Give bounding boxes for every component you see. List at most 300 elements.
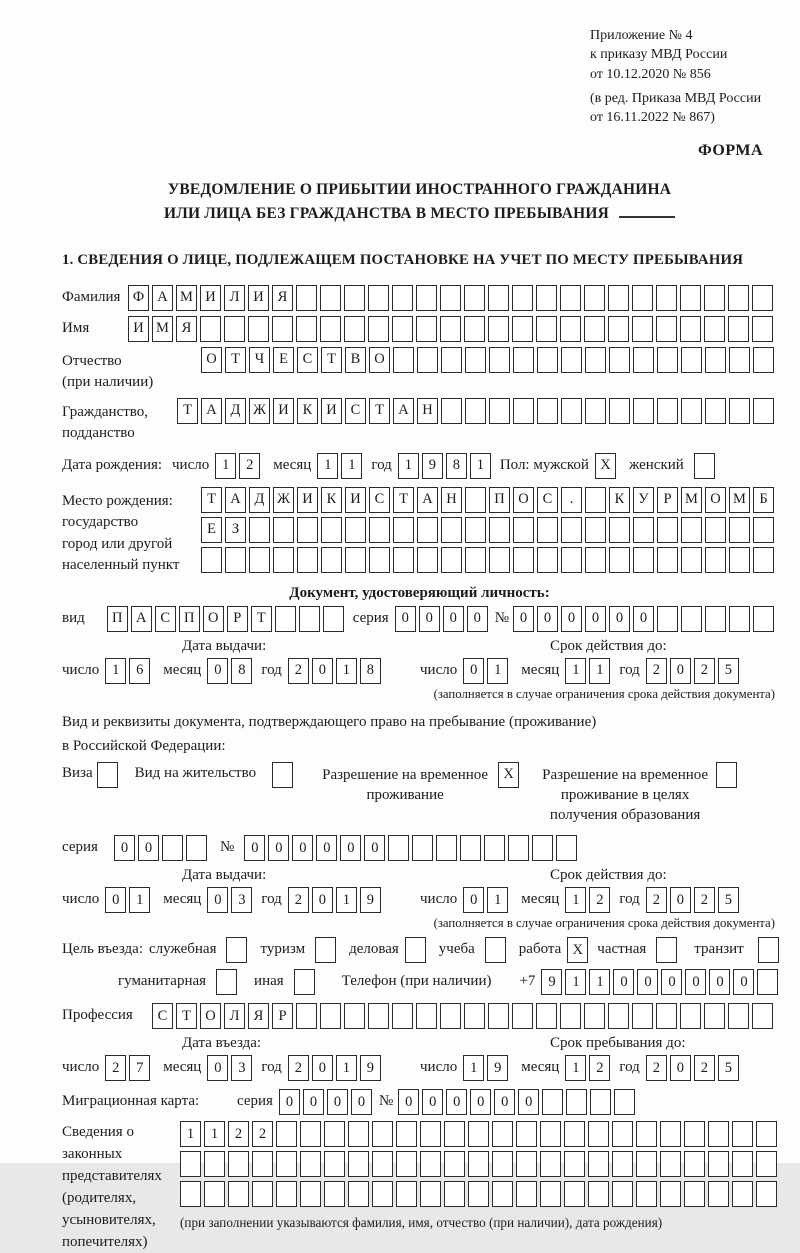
char-cell[interactable] xyxy=(588,1151,609,1177)
char-cell[interactable] xyxy=(492,1181,513,1207)
char-cell[interactable] xyxy=(345,547,366,573)
char-cell[interactable] xyxy=(300,1181,321,1207)
char-cell[interactable]: Т xyxy=(369,398,390,424)
char-cell[interactable] xyxy=(657,398,678,424)
char-cell[interactable] xyxy=(465,347,486,373)
char-cell[interactable] xyxy=(204,1151,225,1177)
char-cell[interactable] xyxy=(417,547,438,573)
char-cell[interactable]: А xyxy=(225,487,246,513)
char-cell[interactable] xyxy=(489,398,510,424)
char-cell[interactable] xyxy=(296,316,317,342)
char-cell[interactable] xyxy=(612,1151,633,1177)
char-cell[interactable] xyxy=(681,398,702,424)
char-cell[interactable] xyxy=(636,1181,657,1207)
char-cell[interactable]: 0 xyxy=(613,969,634,995)
char-cell[interactable]: Б xyxy=(753,487,774,513)
char-cell[interactable] xyxy=(585,547,606,573)
char-cell[interactable]: 0 xyxy=(685,969,706,995)
char-cell[interactable] xyxy=(464,316,485,342)
char-cell[interactable] xyxy=(297,547,318,573)
char-cell[interactable]: А xyxy=(201,398,222,424)
char-cell[interactable] xyxy=(633,347,654,373)
char-cell[interactable]: Н xyxy=(441,487,462,513)
char-cell[interactable] xyxy=(540,1151,561,1177)
char-cell[interactable] xyxy=(561,347,582,373)
char-cell[interactable]: 0 xyxy=(340,835,361,861)
char-cell[interactable] xyxy=(585,398,606,424)
char-cell[interactable]: 0 xyxy=(422,1089,443,1115)
char-cell[interactable]: 0 xyxy=(443,606,464,632)
char-cell[interactable] xyxy=(444,1151,465,1177)
char-cell[interactable]: С xyxy=(369,487,390,513)
char-cell[interactable] xyxy=(756,1151,777,1177)
char-cell[interactable] xyxy=(516,1121,537,1147)
char-cell[interactable] xyxy=(680,316,701,342)
char-cell[interactable] xyxy=(200,316,221,342)
char-cell[interactable] xyxy=(344,1003,365,1029)
char-cell[interactable] xyxy=(561,517,582,543)
char-cell[interactable] xyxy=(732,1151,753,1177)
char-cell[interactable] xyxy=(684,1181,705,1207)
char-cell[interactable]: 0 xyxy=(494,1089,515,1115)
char-cell[interactable] xyxy=(180,1181,201,1207)
char-cell[interactable] xyxy=(468,1151,489,1177)
char-cell[interactable]: 0 xyxy=(292,835,313,861)
char-cell[interactable]: 6 xyxy=(129,658,150,684)
char-cell[interactable]: 0 xyxy=(446,1089,467,1115)
char-cell[interactable] xyxy=(537,517,558,543)
char-cell[interactable] xyxy=(441,347,462,373)
char-cell[interactable] xyxy=(513,398,534,424)
char-cell[interactable] xyxy=(180,1151,201,1177)
char-cell[interactable] xyxy=(660,1151,681,1177)
char-cell[interactable] xyxy=(705,547,726,573)
char-cell[interactable] xyxy=(561,398,582,424)
char-cell[interactable] xyxy=(488,285,509,311)
char-cell[interactable]: М xyxy=(729,487,750,513)
char-cell[interactable] xyxy=(732,1121,753,1147)
char-cell[interactable] xyxy=(632,1003,653,1029)
char-cell[interactable]: 0 xyxy=(398,1089,419,1115)
char-cell[interactable] xyxy=(204,1181,225,1207)
char-cell[interactable]: 0 xyxy=(351,1089,372,1115)
char-cell[interactable]: 0 xyxy=(279,1089,300,1115)
char-cell[interactable] xyxy=(249,517,270,543)
char-cell[interactable] xyxy=(753,398,774,424)
char-cell[interactable]: 0 xyxy=(633,606,654,632)
char-cell[interactable] xyxy=(276,1121,297,1147)
char-cell[interactable] xyxy=(460,835,481,861)
blank-underline[interactable] xyxy=(619,204,675,218)
char-cell[interactable]: 0 xyxy=(585,606,606,632)
char-cell[interactable] xyxy=(704,316,725,342)
char-cell[interactable] xyxy=(396,1181,417,1207)
char-cell[interactable]: С xyxy=(297,347,318,373)
char-cell[interactable] xyxy=(656,316,677,342)
char-cell[interactable] xyxy=(556,835,577,861)
char-cell[interactable]: 9 xyxy=(422,453,443,479)
char-cell[interactable] xyxy=(585,517,606,543)
char-cell[interactable] xyxy=(297,517,318,543)
char-cell[interactable] xyxy=(508,835,529,861)
char-cell[interactable]: 0 xyxy=(513,606,534,632)
char-cell[interactable]: 1 xyxy=(487,658,508,684)
char-cell[interactable]: 1 xyxy=(487,887,508,913)
char-cell[interactable] xyxy=(756,1181,777,1207)
char-cell[interactable] xyxy=(252,1151,273,1177)
char-cell[interactable] xyxy=(636,1151,657,1177)
char-cell[interactable]: Т xyxy=(201,487,222,513)
char-cell[interactable] xyxy=(464,285,485,311)
char-cell[interactable] xyxy=(488,1003,509,1029)
char-cell[interactable]: 0 xyxy=(312,1055,333,1081)
char-cell[interactable] xyxy=(684,1151,705,1177)
checkbox-temp-residence-education[interactable] xyxy=(716,762,737,788)
char-cell[interactable]: 0 xyxy=(316,835,337,861)
char-cell[interactable] xyxy=(252,1181,273,1207)
char-cell[interactable]: Я xyxy=(176,316,197,342)
char-cell[interactable] xyxy=(537,547,558,573)
char-cell[interactable]: 9 xyxy=(360,1055,381,1081)
char-cell[interactable]: 1 xyxy=(470,453,491,479)
char-cell[interactable] xyxy=(275,606,296,632)
char-cell[interactable]: 0 xyxy=(364,835,385,861)
char-cell[interactable] xyxy=(657,547,678,573)
char-cell[interactable]: В xyxy=(345,347,366,373)
char-cell[interactable] xyxy=(513,347,534,373)
char-cell[interactable] xyxy=(296,1003,317,1029)
char-cell[interactable] xyxy=(368,316,389,342)
char-cell[interactable] xyxy=(440,316,461,342)
char-cell[interactable]: М xyxy=(176,285,197,311)
char-cell[interactable] xyxy=(590,1089,611,1115)
char-cell[interactable]: 1 xyxy=(565,969,586,995)
char-cell[interactable] xyxy=(345,517,366,543)
char-cell[interactable] xyxy=(512,316,533,342)
char-cell[interactable] xyxy=(388,835,409,861)
char-cell[interactable]: С xyxy=(152,1003,173,1029)
char-cell[interactable]: 0 xyxy=(463,887,484,913)
char-cell[interactable] xyxy=(660,1181,681,1207)
char-cell[interactable]: 0 xyxy=(327,1089,348,1115)
char-cell[interactable] xyxy=(728,1003,749,1029)
char-cell[interactable] xyxy=(321,517,342,543)
char-cell[interactable]: 9 xyxy=(487,1055,508,1081)
char-cell[interactable]: 0 xyxy=(303,1089,324,1115)
char-cell[interactable] xyxy=(396,1151,417,1177)
char-cell[interactable] xyxy=(540,1181,561,1207)
char-cell[interactable] xyxy=(348,1151,369,1177)
char-cell[interactable]: Т xyxy=(176,1003,197,1029)
char-cell[interactable] xyxy=(186,835,207,861)
char-cell[interactable]: Я xyxy=(248,1003,269,1029)
char-cell[interactable]: 0 xyxy=(661,969,682,995)
char-cell[interactable] xyxy=(348,1181,369,1207)
char-cell[interactable]: 1 xyxy=(336,1055,357,1081)
char-cell[interactable]: 0 xyxy=(467,606,488,632)
char-cell[interactable] xyxy=(320,1003,341,1029)
char-cell[interactable] xyxy=(296,285,317,311)
char-cell[interactable]: 0 xyxy=(312,658,333,684)
char-cell[interactable]: 0 xyxy=(207,887,228,913)
char-cell[interactable] xyxy=(465,547,486,573)
char-cell[interactable] xyxy=(636,1121,657,1147)
char-cell[interactable] xyxy=(344,316,365,342)
char-cell[interactable]: 0 xyxy=(637,969,658,995)
char-cell[interactable]: 0 xyxy=(609,606,630,632)
char-cell[interactable]: Е xyxy=(273,347,294,373)
checkbox-sex-female[interactable] xyxy=(694,453,715,479)
char-cell[interactable]: 1 xyxy=(589,969,610,995)
char-cell[interactable] xyxy=(392,316,413,342)
char-cell[interactable]: 0 xyxy=(312,887,333,913)
checkbox-other[interactable] xyxy=(294,969,315,995)
char-cell[interactable]: 3 xyxy=(231,887,252,913)
char-cell[interactable] xyxy=(484,835,505,861)
char-cell[interactable] xyxy=(372,1151,393,1177)
char-cell[interactable] xyxy=(323,606,344,632)
char-cell[interactable] xyxy=(420,1181,441,1207)
char-cell[interactable]: М xyxy=(152,316,173,342)
char-cell[interactable]: 5 xyxy=(718,1055,739,1081)
char-cell[interactable] xyxy=(420,1121,441,1147)
char-cell[interactable] xyxy=(324,1181,345,1207)
char-cell[interactable] xyxy=(512,1003,533,1029)
char-cell[interactable]: 2 xyxy=(105,1055,126,1081)
char-cell[interactable]: Л xyxy=(224,1003,245,1029)
char-cell[interactable]: 1 xyxy=(105,658,126,684)
char-cell[interactable] xyxy=(512,285,533,311)
char-cell[interactable] xyxy=(368,1003,389,1029)
checkbox-tourism[interactable] xyxy=(315,937,336,963)
char-cell[interactable] xyxy=(612,1121,633,1147)
char-cell[interactable] xyxy=(608,316,629,342)
char-cell[interactable] xyxy=(729,398,750,424)
char-cell[interactable]: 8 xyxy=(446,453,467,479)
char-cell[interactable] xyxy=(609,547,630,573)
char-cell[interactable]: 1 xyxy=(336,658,357,684)
char-cell[interactable] xyxy=(536,316,557,342)
char-cell[interactable] xyxy=(632,285,653,311)
char-cell[interactable] xyxy=(444,1121,465,1147)
char-cell[interactable]: О xyxy=(203,606,224,632)
char-cell[interactable] xyxy=(656,285,677,311)
char-cell[interactable]: 0 xyxy=(670,658,691,684)
char-cell[interactable] xyxy=(465,517,486,543)
char-cell[interactable] xyxy=(228,1181,249,1207)
char-cell[interactable]: Т xyxy=(225,347,246,373)
char-cell[interactable]: А xyxy=(393,398,414,424)
char-cell[interactable]: А xyxy=(131,606,152,632)
char-cell[interactable] xyxy=(417,517,438,543)
char-cell[interactable]: К xyxy=(297,398,318,424)
char-cell[interactable] xyxy=(489,517,510,543)
char-cell[interactable] xyxy=(609,517,630,543)
char-cell[interactable] xyxy=(441,398,462,424)
char-cell[interactable]: И xyxy=(273,398,294,424)
char-cell[interactable]: С xyxy=(345,398,366,424)
char-cell[interactable]: Ж xyxy=(273,487,294,513)
char-cell[interactable]: О xyxy=(705,487,726,513)
char-cell[interactable] xyxy=(537,398,558,424)
char-cell[interactable]: К xyxy=(321,487,342,513)
char-cell[interactable] xyxy=(489,547,510,573)
char-cell[interactable] xyxy=(633,398,654,424)
char-cell[interactable]: 1 xyxy=(341,453,362,479)
char-cell[interactable] xyxy=(564,1121,585,1147)
char-cell[interactable] xyxy=(657,606,678,632)
char-cell[interactable] xyxy=(488,316,509,342)
char-cell[interactable] xyxy=(681,606,702,632)
char-cell[interactable] xyxy=(468,1121,489,1147)
char-cell[interactable] xyxy=(516,1181,537,1207)
char-cell[interactable] xyxy=(584,285,605,311)
char-cell[interactable]: 2 xyxy=(252,1121,273,1147)
char-cell[interactable]: П xyxy=(489,487,510,513)
char-cell[interactable] xyxy=(320,285,341,311)
char-cell[interactable]: 8 xyxy=(231,658,252,684)
char-cell[interactable]: 7 xyxy=(129,1055,150,1081)
char-cell[interactable] xyxy=(416,316,437,342)
char-cell[interactable] xyxy=(300,1151,321,1177)
char-cell[interactable] xyxy=(609,347,630,373)
char-cell[interactable] xyxy=(441,547,462,573)
char-cell[interactable] xyxy=(584,316,605,342)
char-cell[interactable] xyxy=(564,1151,585,1177)
char-cell[interactable]: Д xyxy=(249,487,270,513)
char-cell[interactable] xyxy=(440,1003,461,1029)
char-cell[interactable]: 0 xyxy=(537,606,558,632)
char-cell[interactable] xyxy=(436,835,457,861)
char-cell[interactable] xyxy=(273,547,294,573)
char-cell[interactable]: 2 xyxy=(288,658,309,684)
char-cell[interactable] xyxy=(440,285,461,311)
char-cell[interactable]: Ф xyxy=(128,285,149,311)
char-cell[interactable] xyxy=(757,969,778,995)
char-cell[interactable] xyxy=(464,1003,485,1029)
char-cell[interactable] xyxy=(584,1003,605,1029)
checkbox-work[interactable]: X xyxy=(567,937,588,963)
char-cell[interactable]: 5 xyxy=(718,658,739,684)
char-cell[interactable]: 2 xyxy=(589,1055,610,1081)
char-cell[interactable]: 5 xyxy=(718,887,739,913)
char-cell[interactable] xyxy=(492,1121,513,1147)
char-cell[interactable] xyxy=(273,517,294,543)
char-cell[interactable]: 1 xyxy=(565,1055,586,1081)
char-cell[interactable] xyxy=(657,517,678,543)
char-cell[interactable] xyxy=(632,316,653,342)
char-cell[interactable] xyxy=(416,285,437,311)
char-cell[interactable] xyxy=(753,547,774,573)
char-cell[interactable]: 0 xyxy=(518,1089,539,1115)
char-cell[interactable]: Ч xyxy=(249,347,270,373)
char-cell[interactable] xyxy=(566,1089,587,1115)
char-cell[interactable] xyxy=(372,1121,393,1147)
char-cell[interactable]: Р xyxy=(272,1003,293,1029)
char-cell[interactable]: 0 xyxy=(244,835,265,861)
checkbox-transit[interactable] xyxy=(758,937,779,963)
char-cell[interactable] xyxy=(657,347,678,373)
char-cell[interactable]: И xyxy=(200,285,221,311)
char-cell[interactable]: 2 xyxy=(228,1121,249,1147)
char-cell[interactable]: 0 xyxy=(709,969,730,995)
char-cell[interactable] xyxy=(272,316,293,342)
char-cell[interactable]: 0 xyxy=(463,658,484,684)
char-cell[interactable] xyxy=(368,285,389,311)
char-cell[interactable]: 3 xyxy=(231,1055,252,1081)
char-cell[interactable] xyxy=(560,1003,581,1029)
char-cell[interactable]: С xyxy=(155,606,176,632)
char-cell[interactable]: 8 xyxy=(360,658,381,684)
char-cell[interactable] xyxy=(704,285,725,311)
char-cell[interactable] xyxy=(708,1121,729,1147)
char-cell[interactable] xyxy=(393,347,414,373)
char-cell[interactable] xyxy=(372,1181,393,1207)
char-cell[interactable] xyxy=(321,547,342,573)
char-cell[interactable] xyxy=(536,285,557,311)
char-cell[interactable]: И xyxy=(345,487,366,513)
char-cell[interactable] xyxy=(320,316,341,342)
char-cell[interactable] xyxy=(276,1151,297,1177)
char-cell[interactable]: 0 xyxy=(105,887,126,913)
char-cell[interactable]: 2 xyxy=(694,887,715,913)
char-cell[interactable]: Я xyxy=(272,285,293,311)
char-cell[interactable] xyxy=(705,517,726,543)
char-cell[interactable]: 2 xyxy=(646,658,667,684)
char-cell[interactable] xyxy=(300,1121,321,1147)
char-cell[interactable]: О xyxy=(200,1003,221,1029)
char-cell[interactable] xyxy=(609,398,630,424)
char-cell[interactable]: И xyxy=(297,487,318,513)
char-cell[interactable]: П xyxy=(107,606,128,632)
char-cell[interactable] xyxy=(536,1003,557,1029)
checkbox-official[interactable] xyxy=(226,937,247,963)
char-cell[interactable] xyxy=(728,316,749,342)
char-cell[interactable] xyxy=(412,835,433,861)
char-cell[interactable]: Т xyxy=(177,398,198,424)
char-cell[interactable] xyxy=(276,1181,297,1207)
char-cell[interactable] xyxy=(681,517,702,543)
char-cell[interactable]: 2 xyxy=(589,887,610,913)
char-cell[interactable]: А xyxy=(152,285,173,311)
char-cell[interactable]: С xyxy=(537,487,558,513)
char-cell[interactable] xyxy=(513,517,534,543)
char-cell[interactable] xyxy=(704,1003,725,1029)
char-cell[interactable]: А xyxy=(417,487,438,513)
char-cell[interactable]: Н xyxy=(417,398,438,424)
char-cell[interactable]: 9 xyxy=(541,969,562,995)
char-cell[interactable]: У xyxy=(633,487,654,513)
checkbox-study[interactable] xyxy=(485,937,506,963)
char-cell[interactable] xyxy=(705,398,726,424)
checkbox-visa[interactable] xyxy=(97,762,118,788)
char-cell[interactable]: 1 xyxy=(589,658,610,684)
char-cell[interactable] xyxy=(752,285,773,311)
char-cell[interactable]: 0 xyxy=(670,1055,691,1081)
char-cell[interactable]: 0 xyxy=(670,887,691,913)
char-cell[interactable] xyxy=(492,1151,513,1177)
char-cell[interactable]: 1 xyxy=(180,1121,201,1147)
char-cell[interactable] xyxy=(369,517,390,543)
char-cell[interactable] xyxy=(393,547,414,573)
char-cell[interactable] xyxy=(752,316,773,342)
checkbox-business[interactable] xyxy=(405,937,426,963)
char-cell[interactable] xyxy=(608,1003,629,1029)
char-cell[interactable] xyxy=(588,1121,609,1147)
char-cell[interactable]: 1 xyxy=(565,887,586,913)
char-cell[interactable]: 0 xyxy=(561,606,582,632)
char-cell[interactable] xyxy=(728,285,749,311)
